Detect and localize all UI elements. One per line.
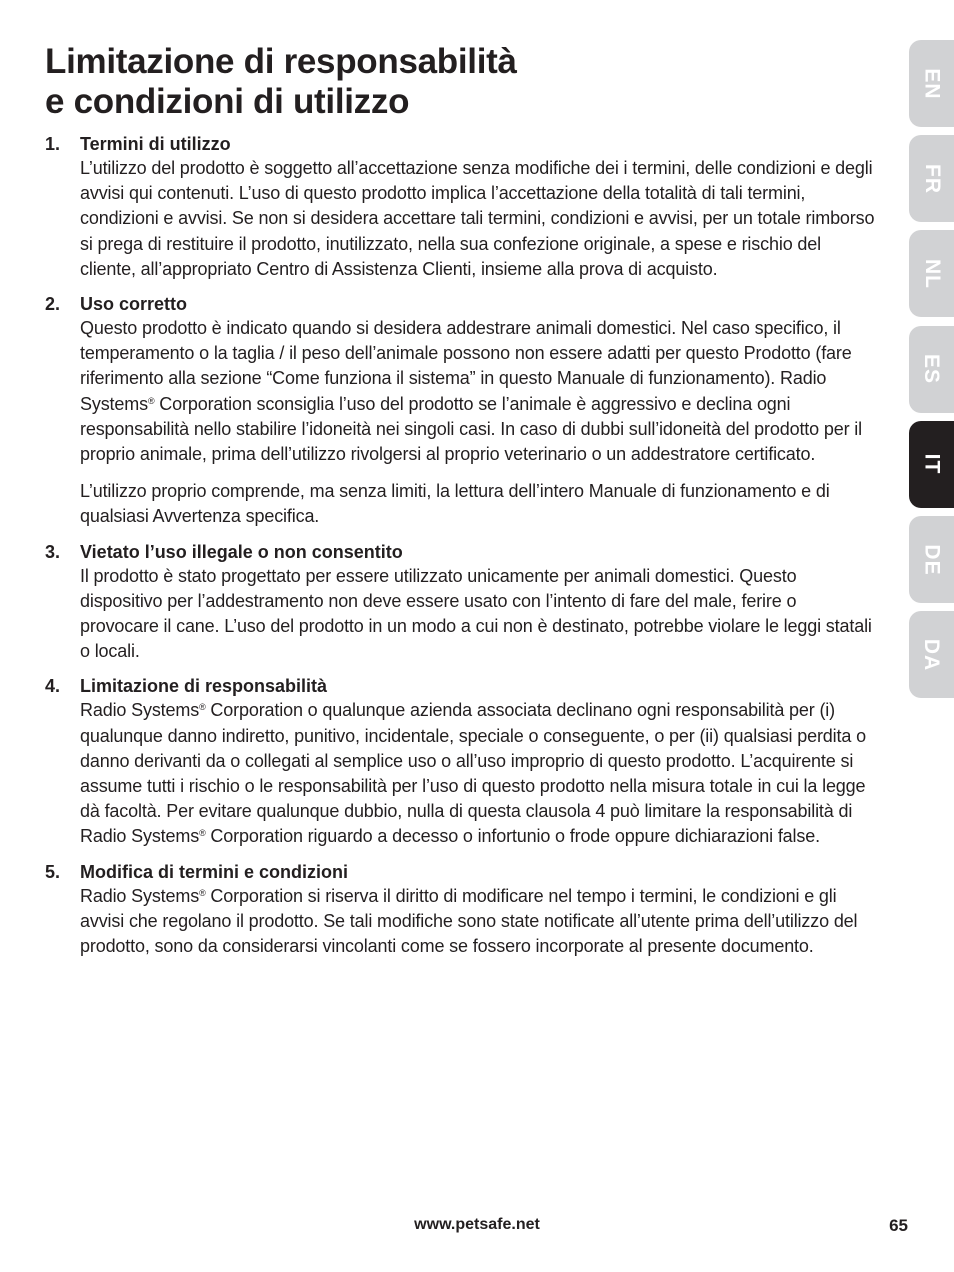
section-paragraph: Radio Systems® Corporation o qualunque azienda associata declinano ogni responsabilità per (i) qualunque danno indiretto, punitivo, incidentale, speciale o conseguente, o per (ii) qualsiasi perdita o danno derivanti da o collegati al semplice uso o all’uso improprio di questo prodotto. L’acquirente si assume tutti i rischio o le responsabilità per l’uso di questo prodotto nella misura totale in cui la legge dà facoltà. Per evitare qualunque dubbio, nulla di questa clausola 4 può limitare la responsabilità di Radio Systems® Corporation riguardo a decesso o infortunio o frode oppure dichiarazioni false.	[80, 700, 866, 847]
language-tab-label: DA	[920, 638, 944, 671]
section-2	[45, 292, 875, 530]
terms-content	[45, 132, 875, 969]
section-paragraph: Il prodotto è stato progettato per essere utilizzato unicamente per animali domestici. Questo dispositivo per l’addestramento non deve essere usato con l’intento di fare del male, ferire o provocare il cane. L’uso del prodotto in un modo a cui non è destinato, potrebbe violare le leggi statali o locali.	[80, 565, 872, 662]
section-heading	[45, 292, 875, 316]
language-tab-label: DE	[920, 543, 944, 576]
language-tab-en[interactable]	[909, 40, 954, 127]
page-title	[45, 42, 517, 122]
footer-url	[0, 1216, 954, 1234]
section-paragraph: L’utilizzo proprio comprende, ma senza limiti, la lettura dell’intero Manuale di funzionamento e di qualsiasi Avvertenza specifica.	[80, 481, 830, 527]
section-title: Uso corretto	[80, 294, 188, 315]
language-tab-label: EN	[920, 67, 944, 100]
section-title: Termini di utilizzo	[80, 134, 231, 154]
language-tab-es[interactable]	[909, 326, 954, 413]
section-number: 1.	[45, 134, 61, 154]
language-tab-nl[interactable]	[909, 230, 954, 317]
section-5	[45, 860, 875, 960]
section-title: Limitazione di responsabilità	[80, 676, 328, 697]
section-1	[45, 132, 875, 282]
section-paragraph: L’utilizzo del prodotto è soggetto all’accettazione senza modifiche dei i termini, delle condizioni e degli avvisi qui contenuti. L’uso di questo prodotto implica l’accettazione della totalità di tali termini, condizioni e avvisi. Se non si desidera accettare tali termini, condizioni e avvisi, per un totale rimborso si prega di restituire il prodotto, inutilizzato, nella sua confezione originale, a spese e rischio del cliente, all’appropriato Centro di Assistenza Clienti, insieme alla prova di acquisto.	[80, 158, 875, 279]
language-tab-label: NL	[920, 258, 944, 289]
section-title: Vietato l’uso illegale o non consentito	[80, 541, 403, 562]
language-tab-fr[interactable]	[909, 135, 954, 222]
section-heading	[45, 674, 875, 698]
section-number: 2.	[45, 294, 61, 315]
section-heading	[45, 860, 875, 884]
section-heading	[45, 540, 875, 564]
section-number: 5.	[45, 861, 61, 882]
section-4	[45, 674, 875, 849]
language-tab-label: ES	[920, 354, 944, 385]
section-heading	[45, 132, 875, 156]
language-tab-label: FR	[920, 163, 944, 194]
page-number: 65	[889, 1216, 908, 1235]
section-number: 4.	[45, 676, 61, 697]
language-tab-de[interactable]	[909, 516, 954, 603]
section-3	[45, 540, 875, 665]
language-tab-it[interactable]	[909, 421, 954, 508]
page-title-line-2: e condizioni di utilizzo	[45, 82, 410, 121]
section-number: 3.	[45, 541, 61, 562]
language-tab-label: IT	[920, 453, 944, 475]
section-paragraph: Questo prodotto è indicato quando si desidera addestrare animali domestici. Nel caso specifico, il temperamento o la taglia / il peso dell’animale possono non essere adatti per questo Prodotto (fare riferimento alla sezione “Come funziona il sistema” in questo Manuale di funzionamento). Radio Systems® Corporation sconsiglia l’uso del prodotto se l’animale è aggressivo e declina ogni responsabilità nello stabilire l’idoneità nei singoli casi. In caso di dubbi sull’idoneità del prodotto per il proprio animale, prima dell’utilizzo rivolgersi al proprio veterinario o un addestratore certificato.	[80, 318, 862, 465]
website-link[interactable]: www.petsafe.net	[414, 1216, 540, 1233]
language-tab-da[interactable]	[909, 611, 954, 698]
section-paragraph: Radio Systems® Corporation si riserva il diritto di modificare nel tempo i termini, le condizioni e gli avvisi che regolano il prodotto. Se tali modifiche sono state notificate all’utente prima dell’utilizzo del prodotto, sono da considerarsi vincolanti come se fossero incorporate al presente documento.	[80, 885, 858, 957]
page-title-line-1: Limitazione di responsabilità	[45, 42, 517, 81]
section-title: Modifica di termini e condizioni	[80, 861, 349, 882]
